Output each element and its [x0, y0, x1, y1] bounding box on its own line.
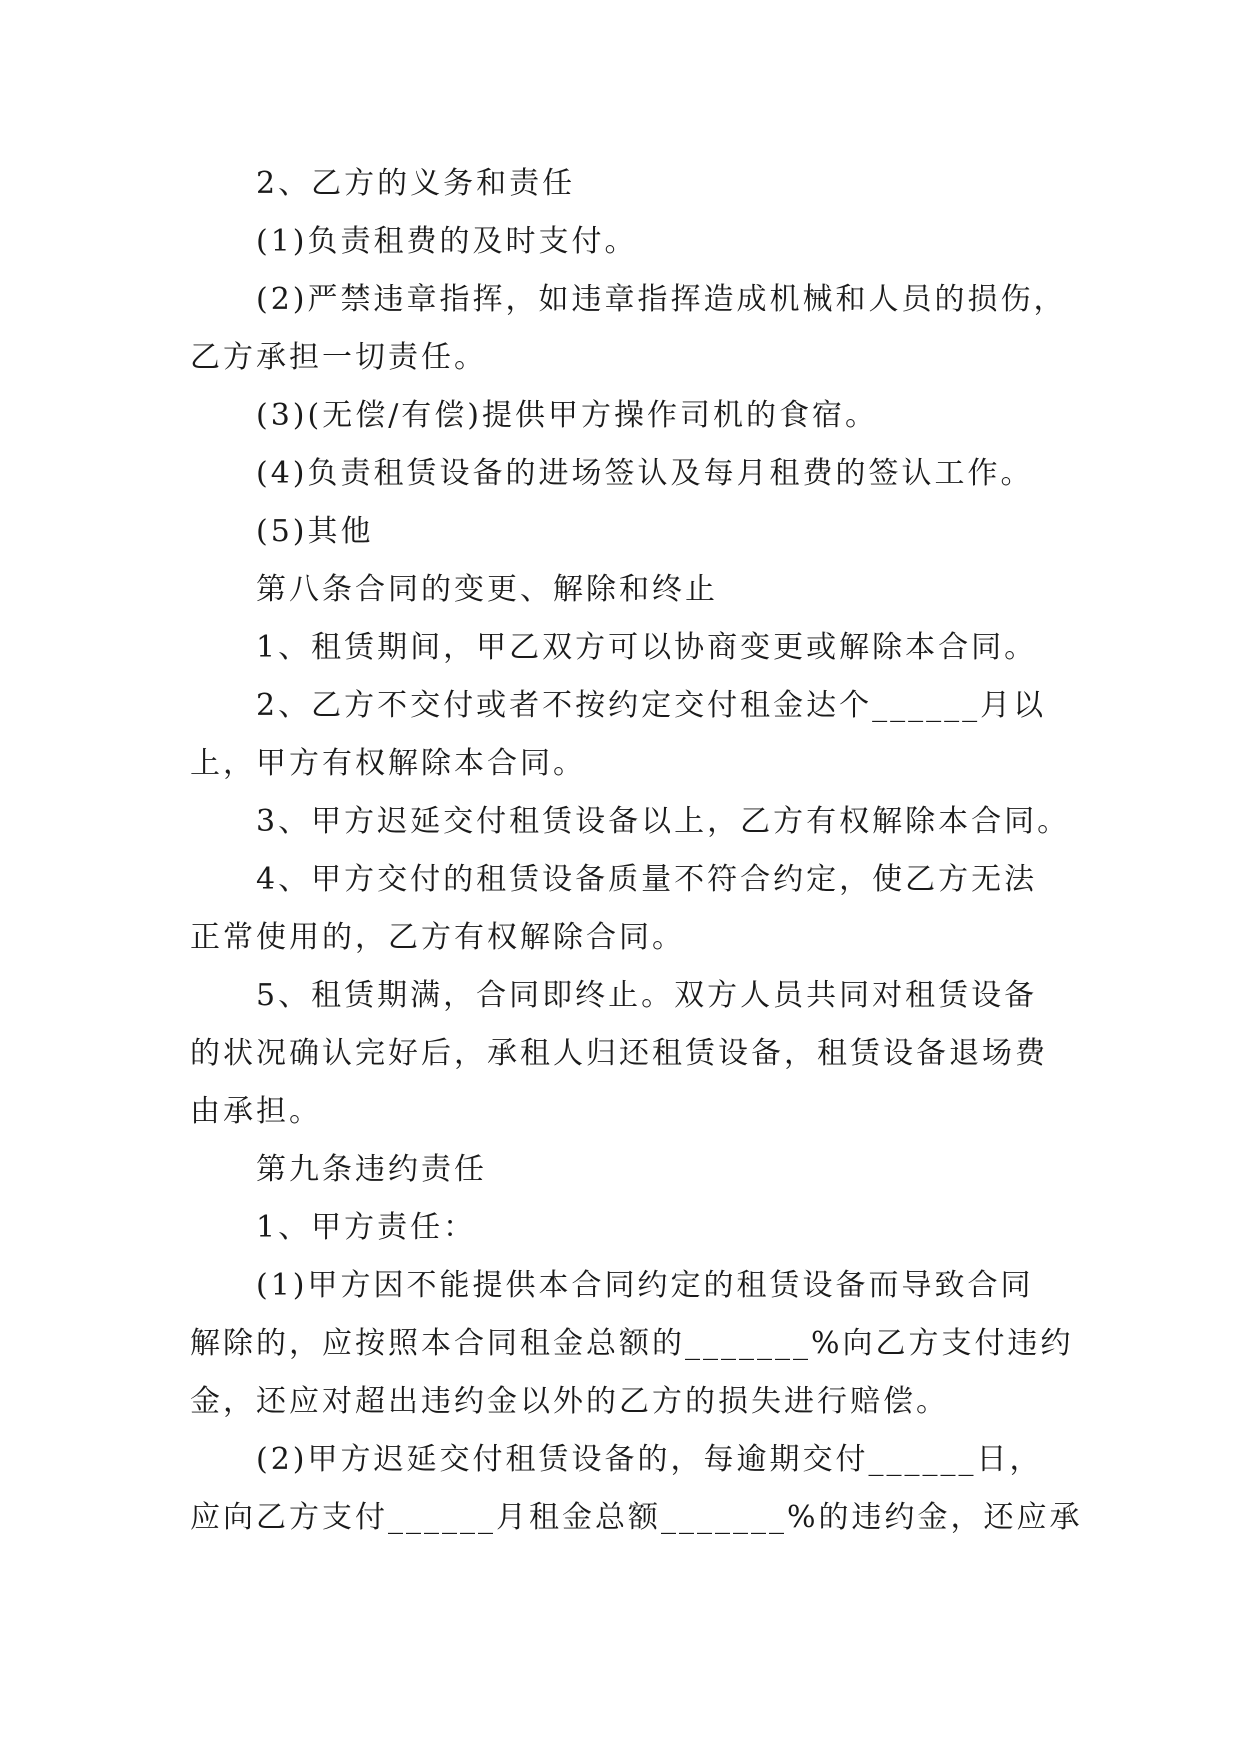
paragraph-line: (4)负责租赁设备的进场签认及每月租费的签认工作。 — [256, 456, 1034, 491]
paragraph-line: (2)甲方迟延交付租赁设备的，每逾期交付______日， — [256, 1442, 1043, 1477]
paragraph-line: 4、甲方交付的租赁设备质量不符合约定，使乙方无法 — [256, 862, 1038, 897]
paragraph-line: 2、乙方的义务和责任 — [256, 166, 576, 201]
paragraph-line: 金，还应对超出违约金以外的乙方的损失进行赔偿。 — [190, 1384, 949, 1419]
paragraph-line: 1、租赁期间，甲乙双方可以协商变更或解除本合同。 — [256, 630, 1038, 665]
paragraph-line: (2)严禁违章指挥，如违章指挥造成机械和人员的损伤， — [256, 282, 1067, 317]
paragraph-line: 正常使用的，乙方有权解除合同。 — [190, 920, 685, 955]
paragraph-line: 5、租赁期满，合同即终止。双方人员共同对租赁设备 — [256, 978, 1038, 1013]
paragraph-line: 上，甲方有权解除本合同。 — [190, 746, 586, 781]
paragraph-line: 2、乙方不交付或者不按约定交付租金达个______月以 — [256, 688, 1047, 723]
paragraph-line: 由承担。 — [190, 1094, 322, 1129]
paragraph-line: (1)负责租费的及时支付。 — [256, 224, 638, 259]
paragraph-line: 解除的，应按照本合同租金总额的_______%向乙方支付违约 — [190, 1326, 1074, 1361]
paragraph-line: 应向乙方支付______月租金总额_______%的违约金，还应承 — [190, 1500, 1083, 1535]
paragraph-line: (3)(无偿/有偿)提供甲方操作司机的食宿。 — [256, 398, 879, 433]
paragraph-line: 1、甲方责任： — [256, 1210, 477, 1245]
document-body — [190, 155, 1083, 1547]
paragraph-line: 乙方承担一切责任。 — [190, 340, 487, 375]
section-heading: 第八条合同的变更、解除和终止 — [256, 572, 718, 607]
paragraph-line: 的状况确认完好后，承租人归还租赁设备，租赁设备退场费 — [190, 1036, 1048, 1071]
section-heading: 第九条违约责任 — [256, 1152, 487, 1187]
paragraph-line: (1)甲方因不能提供本合同约定的租赁设备而导致合同 — [256, 1268, 1034, 1303]
paragraph-line: 3、甲方迟延交付租赁设备以上，乙方有权解除本合同。 — [256, 804, 1071, 839]
paragraph-line: (5)其他 — [256, 514, 374, 549]
